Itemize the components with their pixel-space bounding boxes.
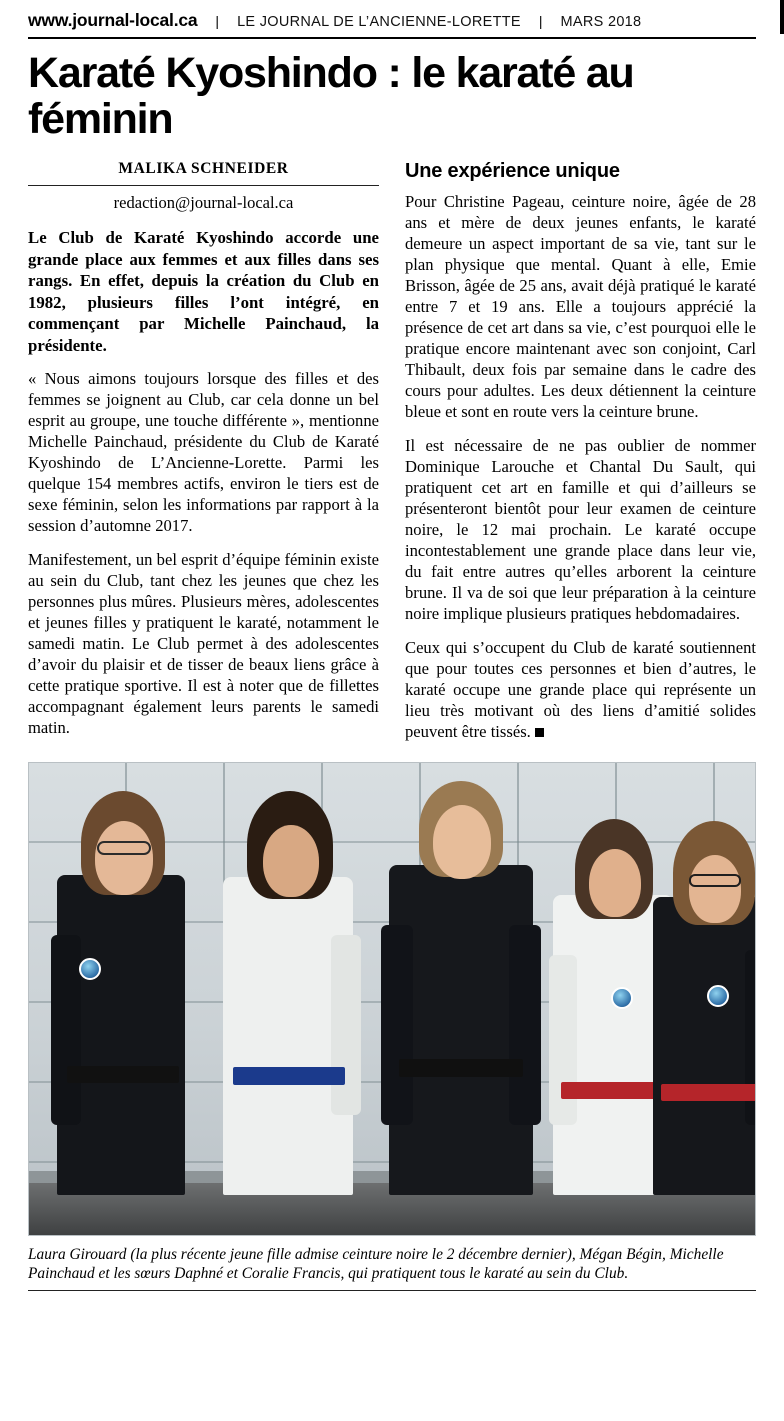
photo-person-gi — [653, 897, 756, 1195]
photo-person-michelle — [381, 765, 541, 1195]
article-lede: Le Club de Karaté Kyoshindo accorde une grande place aux femmes et aux filles dans ses rangs. En effet, depuis la création du Club en 1982, plusieurs filles l’ont intégré, en commençant par Michelle Painchaud, la présidente. — [28, 228, 379, 355]
masthead-site-url: www.journal-local.ca — [28, 10, 198, 30]
photo-person-belt-red — [661, 1084, 756, 1101]
article-paragraph: Manifestement, un bel esprit d’équipe féminin existe au sein du Club, tant chez les jeunes que chez les personnes plus mûres. Plusieurs mères, adolescentes et jeunes filles y pratiquent le karaté, notamment le samedi matin. Le Club permet à des adolescentes d’avoir du plaisir et de tisser de beaux liens grâce à cette pratique sportive. Il est à noter que de fillettes accompagnant également leurs parents le samedi matin. — [28, 550, 379, 737]
article-column-left — [28, 160, 379, 752]
article-column-right — [405, 160, 756, 756]
photo-person-arm — [331, 935, 361, 1115]
photo-person-head — [95, 821, 153, 895]
photo-club-patch — [611, 987, 633, 1009]
masthead — [28, 0, 756, 37]
photo-person-megan — [219, 775, 359, 1195]
article-paragraph-text: Ceux qui s’occupent du Club de karaté soutiennent que pour toutes ces personnes et bien d’autres, le karaté occupe une grande place qui représente un lieu très motivant où des liens d’amitié solides peuvent être tissés. — [405, 637, 756, 741]
photo-person-head — [589, 849, 641, 917]
photo-person-head — [263, 825, 319, 897]
byline-email: redaction@journal-local.ca — [113, 193, 294, 213]
photo-caption: Laura Girouard (la plus récente jeune fille admise ceinture noire le 2 décembre dernier), Mégan Bégin, Michelle Painchaud et les sœurs Daphné et Coralie Francis, qui pratiquent tous le karaté au sein du Club. — [28, 1245, 756, 1291]
photo-person-glasses — [689, 874, 741, 887]
photo-person-arm — [509, 925, 541, 1125]
photo-person-laura — [51, 775, 191, 1195]
group-photo — [28, 762, 756, 1236]
byline-author: MALIKA SCHNEIDER — [118, 160, 289, 178]
byline-rule — [28, 185, 379, 186]
photo-person-arm — [549, 955, 577, 1125]
article-columns — [28, 160, 756, 756]
page-title: Karaté Kyoshindo : le karaté au féminin — [28, 49, 634, 143]
photo-person-coralie — [649, 795, 756, 1195]
article-paragraph: Il est nécessaire de ne pas oublier de nommer Dominique Larouche et Chantal Du Sault, qui pratiquent cet art en famille et qui d’ailleurs se présenteront bientôt pour leur examen de ceinture noire, le 12 mai prochain. Le karaté occupe incontestablement une grande place dans leur vie, du fait entre autres qu’elles arborent la ceinture brune. Il va de soi que leur préparation à la ceinture noire implique plusieurs pratiques hebdomadaires. — [405, 435, 756, 623]
end-of-article-mark — [535, 728, 544, 737]
article-paragraph: Pour Christine Pageau, ceinture noire, âgée de 28 ans et mère de deux jeunes enfants, le karaté demeure un aspect important de sa vie, tant sur le plan physique que mental. Quant à elle, Emie Brisson, âgée de 25 ans, avait déjà pratiqué le karaté entre 7 et 19 ans. Elle a toujours apprécié la présence de cet art dans sa vie, c’est pourquoi elle le pratique encore maintenant avec son conjoint, Carl Thibault, deux fois par semaine dans le cadre des cours pour adultes. Les deux détiennent la ceinture bleue et sont en route vers la ceinture brune. — [405, 192, 756, 421]
byline — [28, 160, 379, 213]
photo-person-glasses — [97, 841, 151, 855]
photo-person-belt — [399, 1059, 523, 1077]
photo-person-head — [689, 855, 741, 923]
photo-club-patch — [707, 985, 729, 1007]
photo-club-patch — [79, 958, 101, 980]
article-paragraph-final — [405, 638, 756, 743]
masthead-rule — [28, 37, 756, 39]
article-photo-block — [28, 762, 756, 1291]
masthead-separator-2: | — [538, 13, 543, 29]
photo-person-belt-blue — [233, 1067, 345, 1085]
masthead-publication-name: LE JOURNAL DE L’ANCIENNE-LORETTE — [237, 14, 521, 30]
article-paragraph: « Nous aimons toujours lorsque des filles et des femmes se joignent au Club, car cela donne un bel esprit au groupe, une touche différente », mentionne Michelle Painchaud, présidente du Club de Karaté Kyoshindo de L’Ancienne-Lorette. Parmi les quelque 154 membres actifs, environ le tiers est de sexe féminin, selon les informations par rapport à la session d’automne 2017. — [28, 369, 379, 536]
masthead-separator-1: | — [215, 13, 220, 29]
masthead-issue-date: MARS 2018 — [560, 14, 642, 30]
photo-person-head — [433, 805, 491, 879]
page-edge-marker — [780, 0, 784, 34]
photo-person-arm — [51, 935, 81, 1125]
photo-person-belt — [67, 1066, 179, 1083]
article-subheading: Une expérience unique — [405, 160, 620, 183]
photo-person-arm — [381, 925, 413, 1125]
